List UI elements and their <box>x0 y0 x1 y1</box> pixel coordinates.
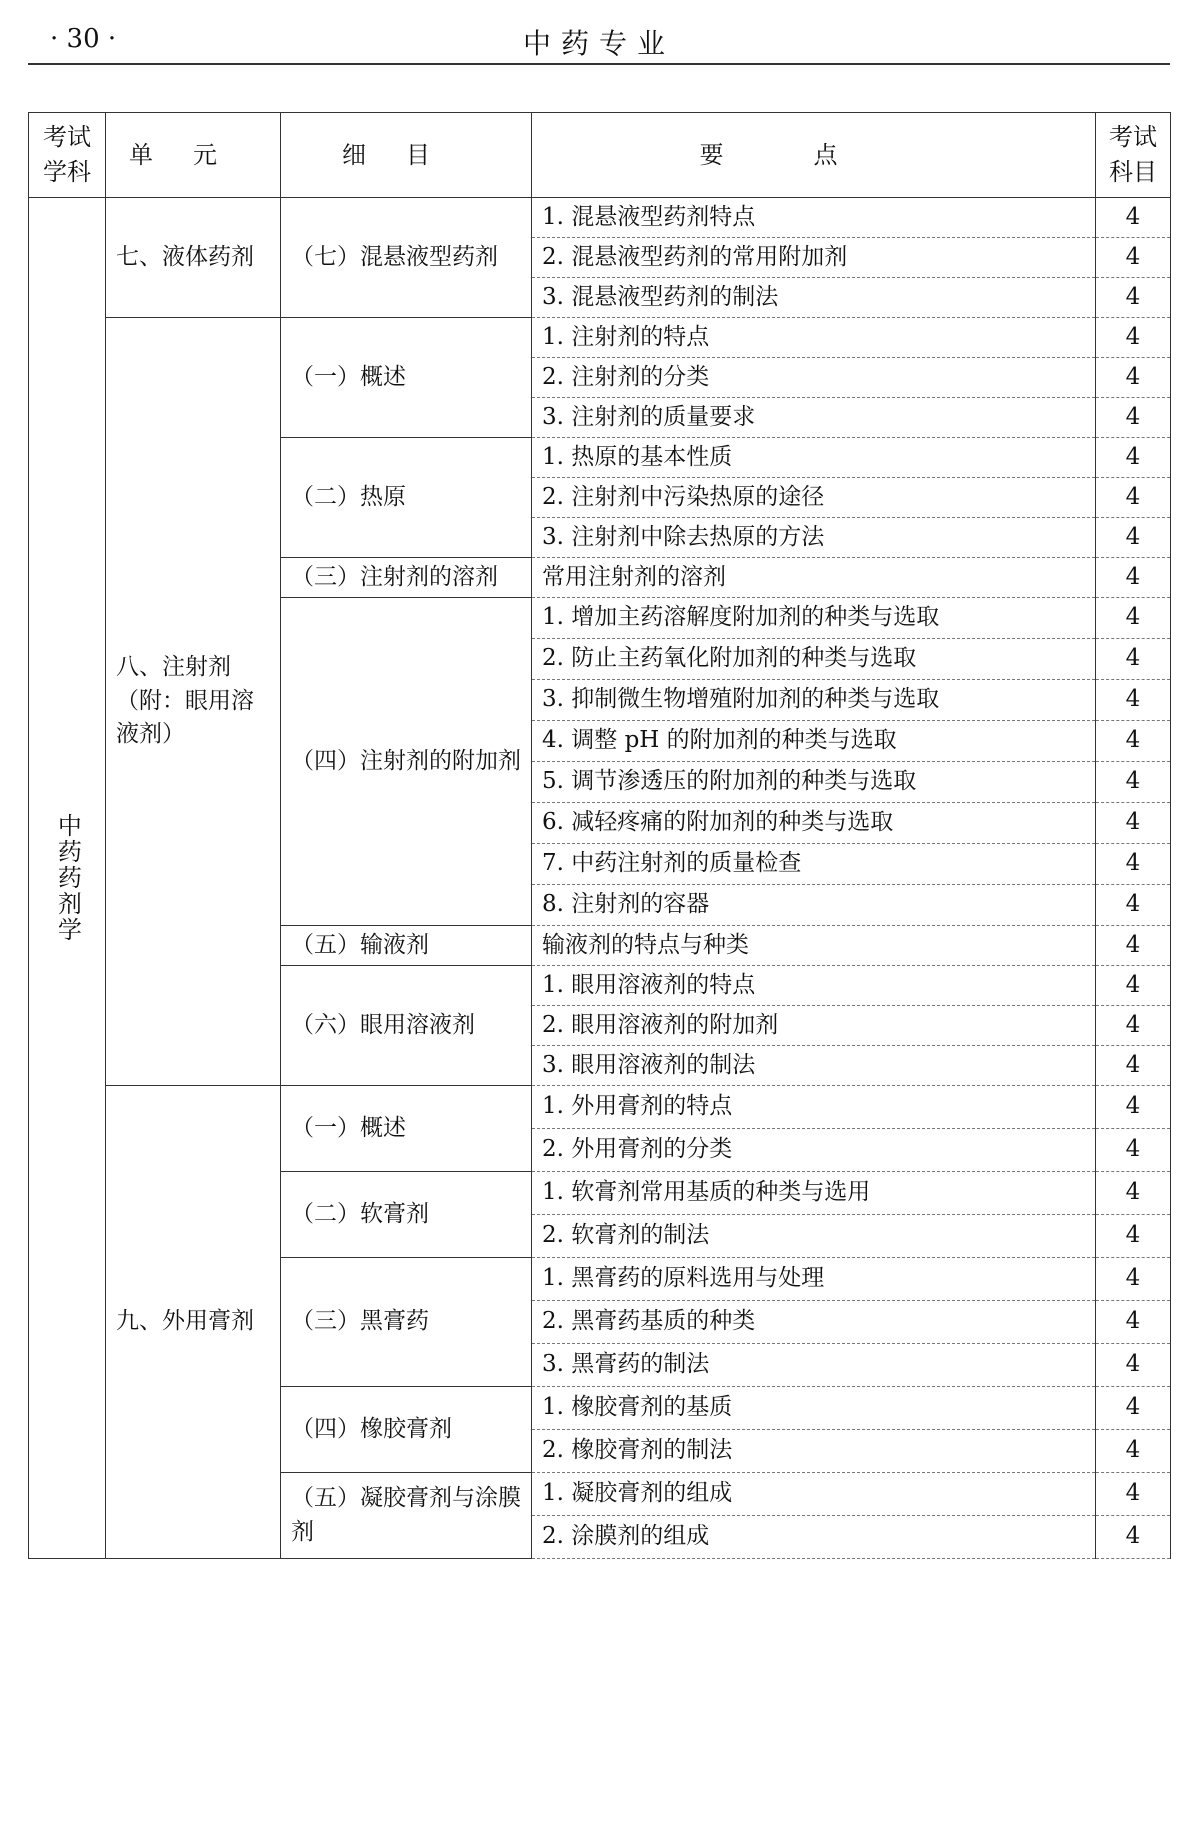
detail-cell: （五）输液剂 <box>281 926 532 966</box>
point-cell: 1. 增加主药溶解度附加剂的种类与选取 <box>532 598 1096 639</box>
point-cell: 2. 软膏剂的制法 <box>532 1215 1096 1258</box>
point-cell: 3. 眼用溶液剂的制法 <box>532 1046 1096 1086</box>
score-cell: 4 <box>1096 844 1171 885</box>
point-cell: 3. 注射剂中除去热原的方法 <box>532 518 1096 558</box>
detail-cell: （三）黑膏药 <box>281 1258 532 1387</box>
detail-cell: （四）橡胶膏剂 <box>281 1387 532 1473</box>
point-cell: 3. 注射剂的质量要求 <box>532 398 1096 438</box>
detail-cell: （一）概述 <box>281 318 532 438</box>
point-cell: 8. 注射剂的容器 <box>532 885 1096 926</box>
score-cell: 4 <box>1096 1301 1171 1344</box>
score-cell: 4 <box>1096 1006 1171 1046</box>
point-cell: 2. 注射剂中污染热原的途径 <box>532 478 1096 518</box>
page-title: 中药专业 <box>522 27 675 60</box>
subject-name: 中药药剂学 <box>53 813 82 943</box>
score-cell: 4 <box>1096 1258 1171 1301</box>
table-row <box>29 1086 1171 1129</box>
detail-cell: （七）混悬液型药剂 <box>281 198 532 318</box>
detail-cell: （二）软膏剂 <box>281 1172 532 1258</box>
header-rule <box>28 63 1170 65</box>
score-cell: 4 <box>1096 318 1171 358</box>
point-cell: 2. 眼用溶液剂的附加剂 <box>532 1006 1096 1046</box>
score-cell: 4 <box>1096 1387 1171 1430</box>
detail-cell: （六）眼用溶液剂 <box>281 966 532 1086</box>
point-cell: 2. 注射剂的分类 <box>532 358 1096 398</box>
score-cell: 4 <box>1096 358 1171 398</box>
col-header-unit: 单元 <box>106 113 281 198</box>
subject-cell <box>29 198 106 1559</box>
detail-cell: （二）热原 <box>281 438 532 558</box>
table-row <box>29 318 1171 358</box>
point-cell: 1. 热原的基本性质 <box>532 438 1096 478</box>
point-cell: 3. 混悬液型药剂的制法 <box>532 278 1096 318</box>
score-cell: 4 <box>1096 803 1171 844</box>
score-cell: 4 <box>1096 1172 1171 1215</box>
detail-cell: （一）概述 <box>281 1086 532 1172</box>
point-cell: 3. 抑制微生物增殖附加剂的种类与选取 <box>532 680 1096 721</box>
score-cell: 4 <box>1096 598 1171 639</box>
col-header-score: 考试科目 <box>1096 113 1171 198</box>
detail-cell: （四）注射剂的附加剂 <box>281 598 532 926</box>
score-cell: 4 <box>1096 1129 1171 1172</box>
point-cell: 2. 混悬液型药剂的常用附加剂 <box>532 238 1096 278</box>
point-cell: 2. 橡胶膏剂的制法 <box>532 1430 1096 1473</box>
point-cell: 5. 调节渗透压的附加剂的种类与选取 <box>532 762 1096 803</box>
point-cell: 2. 涂膜剂的组成 <box>532 1516 1096 1559</box>
score-cell: 4 <box>1096 278 1171 318</box>
score-cell: 4 <box>1096 1046 1171 1086</box>
point-cell: 7. 中药注射剂的质量检查 <box>532 844 1096 885</box>
detail-cell: （三）注射剂的溶剂 <box>281 558 532 598</box>
point-cell: 2. 外用膏剂的分类 <box>532 1129 1096 1172</box>
syllabus-table <box>28 112 1171 1559</box>
score-cell: 4 <box>1096 518 1171 558</box>
point-cell: 2. 防止主药氧化附加剂的种类与选取 <box>532 639 1096 680</box>
unit-cell: 七、液体药剂 <box>106 198 281 318</box>
detail-cell: （五）凝胶膏剂与涂膜剂 <box>281 1473 532 1559</box>
score-cell: 4 <box>1096 558 1171 598</box>
score-cell: 4 <box>1096 1430 1171 1473</box>
score-cell: 4 <box>1096 721 1171 762</box>
point-cell: 1. 凝胶膏剂的组成 <box>532 1473 1096 1516</box>
point-cell: 1. 橡胶膏剂的基质 <box>532 1387 1096 1430</box>
score-cell: 4 <box>1096 762 1171 803</box>
score-cell: 4 <box>1096 885 1171 926</box>
score-cell: 4 <box>1096 198 1171 238</box>
score-cell: 4 <box>1096 438 1171 478</box>
col-header-subject: 考试学科 <box>29 113 106 198</box>
page-number: · 30 · <box>50 24 117 54</box>
page-header <box>28 18 1170 60</box>
unit-cell: 八、注射剂（附：眼用溶液剂） <box>106 318 281 1086</box>
score-cell: 4 <box>1096 926 1171 966</box>
point-cell: 3. 黑膏药的制法 <box>532 1344 1096 1387</box>
score-cell: 4 <box>1096 966 1171 1006</box>
score-cell: 4 <box>1096 1344 1171 1387</box>
unit-cell: 九、外用膏剂 <box>106 1086 281 1559</box>
point-cell: 6. 减轻疼痛的附加剂的种类与选取 <box>532 803 1096 844</box>
col-header-point: 要点 <box>532 113 1096 198</box>
point-cell: 1. 软膏剂常用基质的种类与选用 <box>532 1172 1096 1215</box>
point-cell: 1. 注射剂的特点 <box>532 318 1096 358</box>
point-cell: 1. 外用膏剂的特点 <box>532 1086 1096 1129</box>
score-cell: 4 <box>1096 478 1171 518</box>
score-cell: 4 <box>1096 398 1171 438</box>
col-header-detail: 细目 <box>281 113 532 198</box>
score-cell: 4 <box>1096 680 1171 721</box>
point-cell: 常用注射剂的溶剂 <box>532 558 1096 598</box>
score-cell: 4 <box>1096 1516 1171 1559</box>
table-row <box>29 198 1171 238</box>
point-cell: 1. 混悬液型药剂特点 <box>532 198 1096 238</box>
score-cell: 4 <box>1096 1086 1171 1129</box>
table-header-row <box>29 113 1171 198</box>
point-cell: 4. 调整 pH 的附加剂的种类与选取 <box>532 721 1096 762</box>
score-cell: 4 <box>1096 1473 1171 1516</box>
point-cell: 输液剂的特点与种类 <box>532 926 1096 966</box>
point-cell: 1. 眼用溶液剂的特点 <box>532 966 1096 1006</box>
score-cell: 4 <box>1096 1215 1171 1258</box>
point-cell: 2. 黑膏药基质的种类 <box>532 1301 1096 1344</box>
score-cell: 4 <box>1096 238 1171 278</box>
score-cell: 4 <box>1096 639 1171 680</box>
point-cell: 1. 黑膏药的原料选用与处理 <box>532 1258 1096 1301</box>
